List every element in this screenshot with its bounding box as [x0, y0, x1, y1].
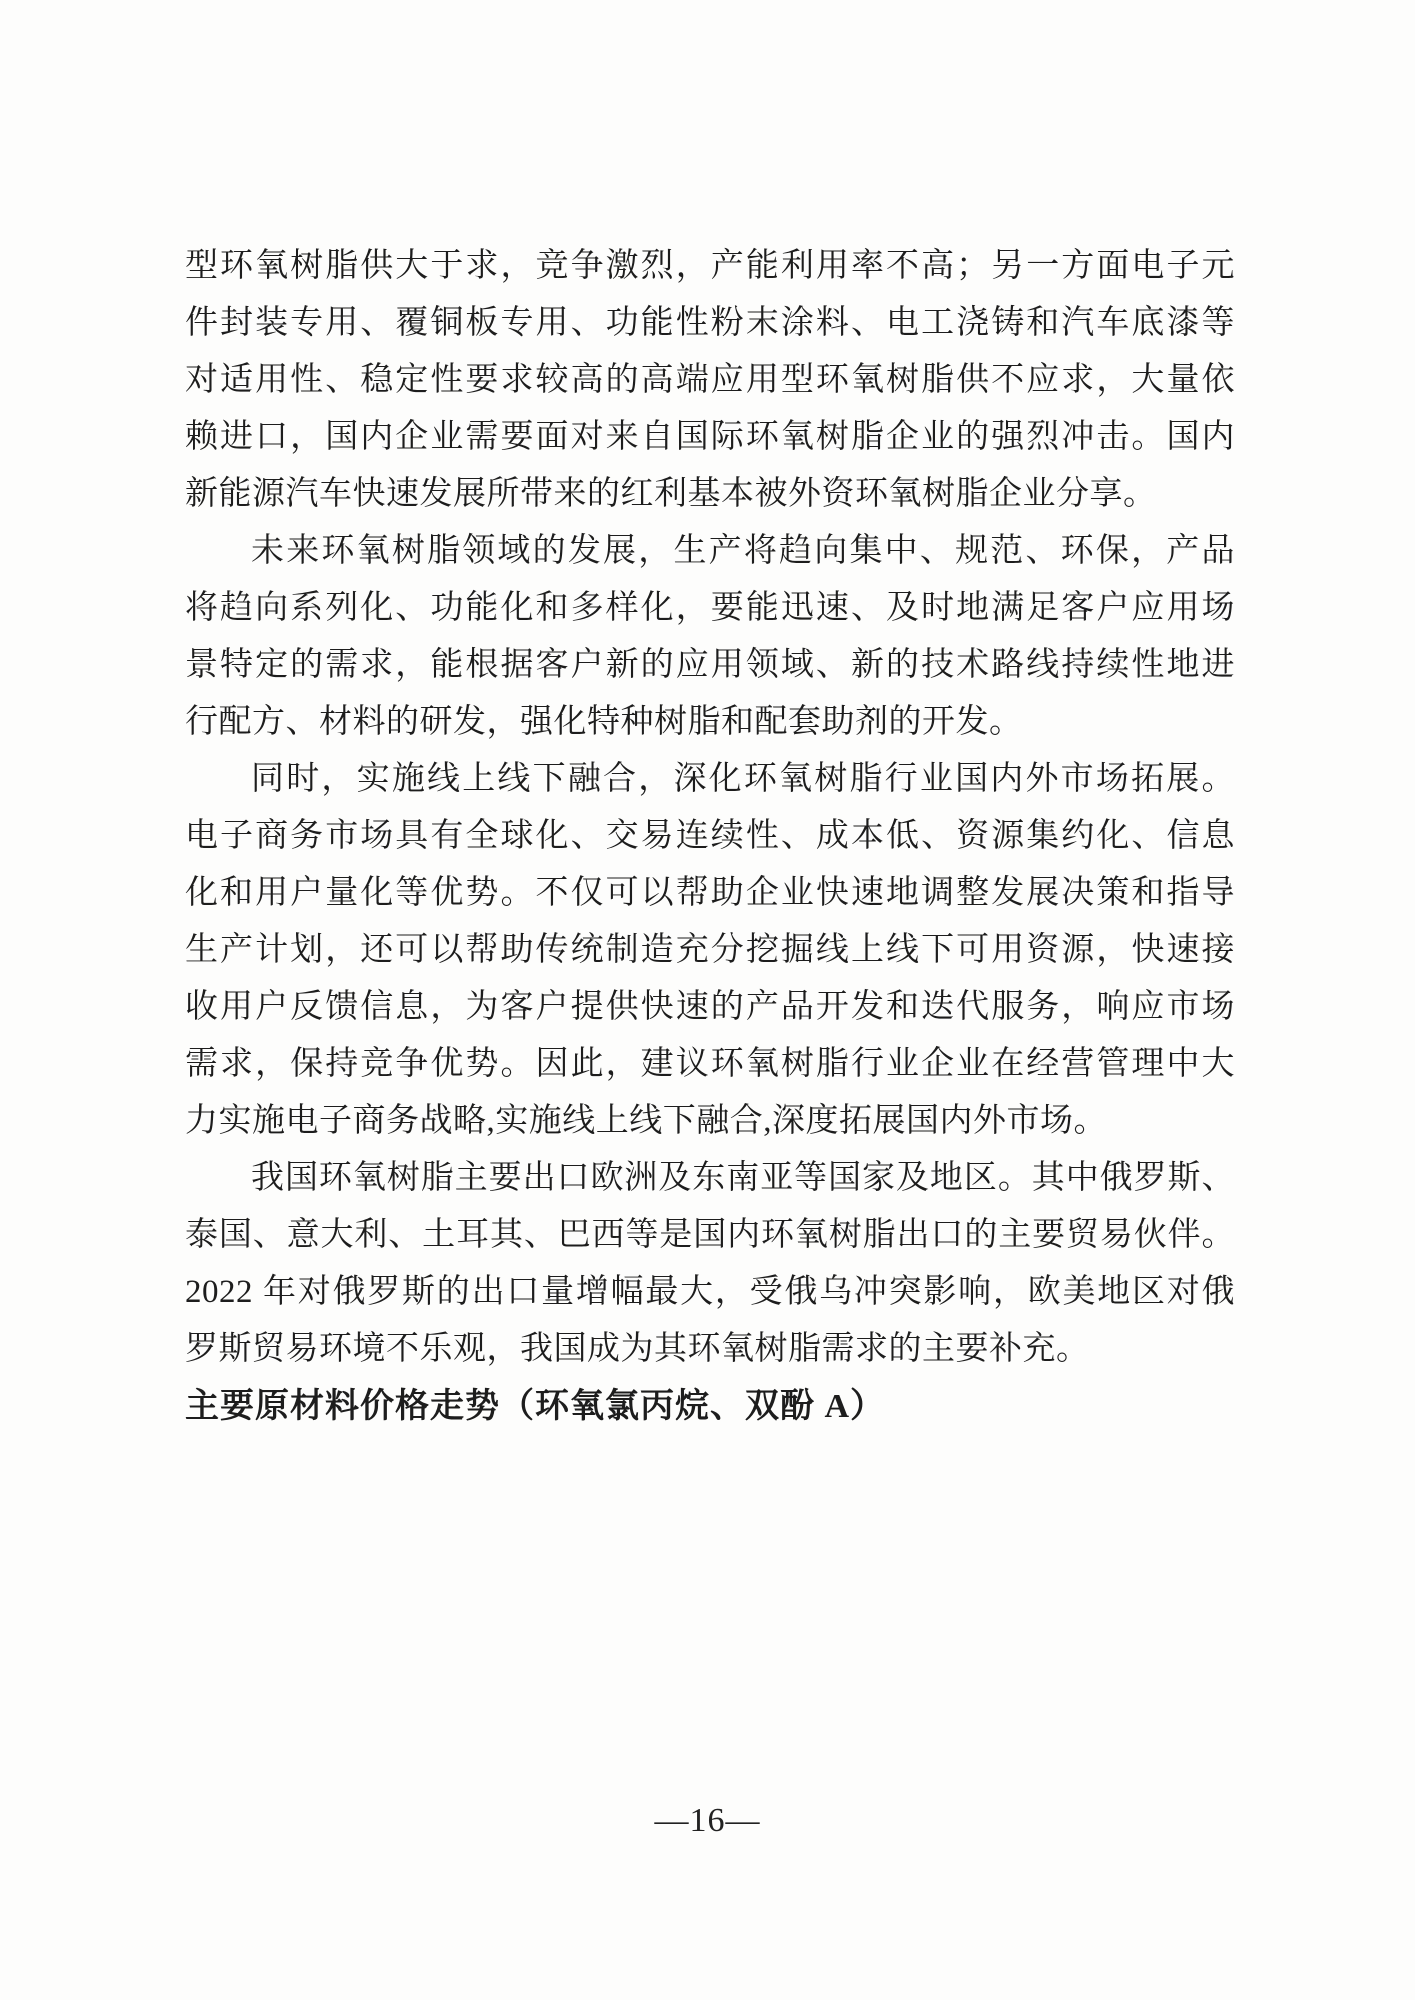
body-line: 电子商务市场具有全球化、交易连续性、成本低、资源集约化、信息 — [185, 818, 1235, 854]
body-line: 将趋向系列化、功能化和多样化，要能迅速、及时地满足客户应用场 — [185, 590, 1235, 626]
page-footer — [0, 1802, 1415, 1840]
body-line: 化和用户量化等优势。不仅可以帮助企业快速地调整发展决策和指导 — [185, 875, 1235, 911]
body-line: 罗斯贸易环境不乐观，我国成为其环氧树脂需求的主要补充。 — [185, 1331, 1090, 1367]
body-line: 件封装专用、覆铜板专用、功能性粉末涂料、电工浇铸和汽车底漆等 — [185, 305, 1235, 341]
body-line: 收用户反馈信息，为客户提供快速的产品开发和迭代服务，响应市场 — [185, 989, 1235, 1025]
body-line: 同时，实施线上线下融合，深化环氧树脂行业国内外市场拓展。 — [251, 761, 1235, 797]
body-line: 我国环氧树脂主要出口欧洲及东南亚等国家及地区。其中俄罗斯、 — [251, 1160, 1235, 1196]
body-line: 对适用性、稳定性要求较高的高端应用型环氧树脂供不应求，大量依 — [185, 362, 1235, 398]
body-line: 未来环氧树脂领域的发展，生产将趋向集中、规范、环保，产品 — [251, 533, 1235, 569]
body-line: 泰国、意大利、土耳其、巴西等是国内环氧树脂出口的主要贸易伙伴。 — [185, 1217, 1235, 1253]
body-line: 新能源汽车快速发展所带来的红利基本被外资环氧树脂企业分享。 — [185, 476, 1157, 512]
section-heading: 主要原材料价格走势（环氧氯丙烷、双酚 A） — [185, 1388, 886, 1425]
body-line: 2022 年对俄罗斯的出口量增幅最大，受俄乌冲突影响，欧美地区对俄 — [185, 1274, 1235, 1310]
body-line: 需求，保持竞争优势。因此，建议环氧树脂行业企业在经营管理中大 — [185, 1046, 1235, 1082]
body-line: 生产计划，还可以帮助传统制造充分挖掘线上线下可用资源，快速接 — [185, 932, 1235, 968]
body-line: 赖进口，国内企业需要面对来自国际环氧树脂企业的强烈冲击。国内 — [185, 419, 1235, 455]
body-line: 力实施电子商务战略,实施线上线下融合,深度拓展国内外市场。 — [185, 1103, 1107, 1139]
body-text-block — [185, 238, 1235, 1435]
body-line: 景特定的需求，能根据客户新的应用领域、新的技术路线持续性地进 — [185, 647, 1235, 683]
page-number: —16— — [654, 1802, 761, 1839]
body-line: 型环氧树脂供大于求，竞争激烈，产能利用率不高；另一方面电子元 — [185, 248, 1235, 284]
body-line: 行配方、材料的研发，强化特种树脂和配套助剂的开发。 — [185, 704, 1023, 740]
